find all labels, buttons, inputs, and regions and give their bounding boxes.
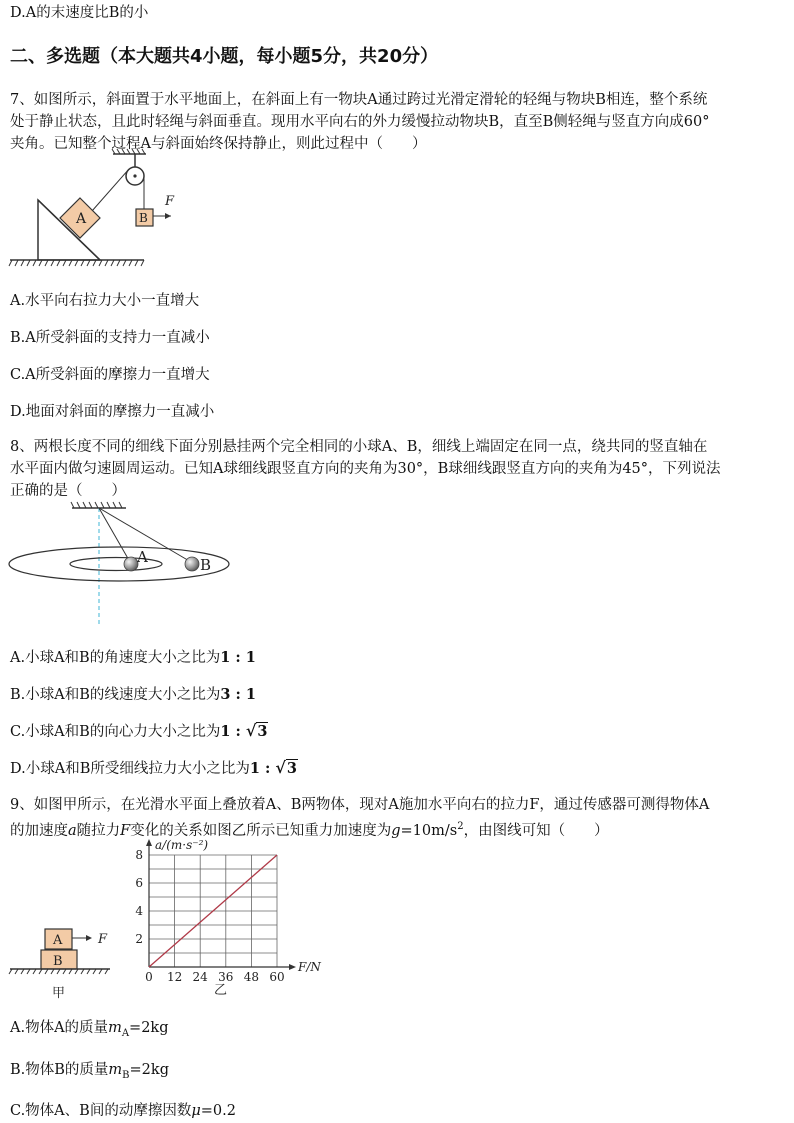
q9-stem-2c: 随拉力 — [76, 822, 121, 839]
prev-option-d: D.A的末速度比B的小 — [10, 5, 149, 21]
q8-option-b-text: B.小球A和B的线速度大小之比为 — [10, 687, 221, 703]
q8-option-d-sqrt-sign: √ — [275, 758, 286, 777]
q8-option-d-text: D.小球A和B所受细线拉力大小之比为 — [10, 761, 250, 777]
q7-label-f: F — [165, 194, 175, 209]
q9-stem-2i: ，由图线可知（ ） — [463, 822, 609, 839]
section-title: 二、多选题（本大题共4小题，每小题5分，共20分） — [10, 46, 439, 67]
q9-option-a-post: =2kg — [129, 1020, 169, 1036]
q8-option-b — [10, 683, 256, 704]
x-tick-12: 12 — [166, 970, 183, 984]
q8-orbit-inner — [70, 558, 162, 571]
x-tick-36: 36 — [218, 970, 234, 984]
q9-label-f: F — [98, 932, 108, 947]
q8-ball-b — [185, 557, 199, 571]
q8-label-a: A — [137, 548, 148, 566]
q9-option-b-var: m — [108, 1062, 123, 1078]
q8-string-a — [99, 508, 130, 562]
q9-chart — [130, 836, 330, 998]
q9-stem-line-1: 9、如图甲所示，在光滑水平面上叠放着A、B两物体，现对A施加水平向右的拉力F，通过传感器可测得物体A — [10, 797, 710, 813]
q8-option-d — [10, 757, 298, 778]
q9-stem-2b: a — [68, 822, 77, 839]
q9-stem-2f: g — [391, 822, 401, 839]
q8-option-a-ratio: 1 : 1 — [220, 649, 256, 666]
q8-figure — [6, 500, 226, 628]
q8-option-d-sqrt-value: 3 — [286, 760, 297, 777]
q9-option-b-pre: B.物体B的质量 — [10, 1062, 109, 1078]
q9-caption-right: 乙 — [214, 983, 228, 998]
q8-option-c-ratio: 1 : — [220, 723, 246, 740]
q9-option-b — [10, 1058, 169, 1081]
q7-option-c: C.A所受斜面的摩擦力一直增大 — [10, 367, 210, 383]
q8-option-d-ratio: 1 : — [249, 760, 276, 777]
x-tick-24: 24 — [192, 970, 208, 984]
q9-option-a — [10, 1016, 169, 1039]
q7-stem-line-3: 夹角。已知整个过程A与斜面始终保持静止，则此过程中（ ） — [10, 136, 427, 152]
q9-option-c-pre: C.物体A、B间的动摩擦因数 — [10, 1103, 192, 1119]
q8-option-c-sqrt-sign: √ — [245, 721, 257, 740]
q9-stem-2h: 2 — [457, 821, 464, 832]
x-tick-48: 48 — [243, 970, 260, 984]
q9-option-a-pre: A.物体A的质量 — [10, 1020, 109, 1036]
x-tick-0: 0 — [145, 970, 153, 984]
q8-stem-line-3: 正确的是（ ） — [10, 483, 126, 499]
q9-stem-2a: 的加速度 — [10, 822, 68, 839]
q7-stem-line-2: 处于静止状态，且此时轻绳与斜面垂直。现用水平向右的外力缓慢拉动物块B，直至B侧轻绳与竖直方向成60° — [10, 114, 710, 130]
q9-caption-left: 甲 — [52, 986, 66, 1001]
q9-figure-left — [8, 920, 120, 1002]
q7-option-b: B.A所受斜面的支持力一直减小 — [10, 330, 210, 346]
q8-stem-line-2: 水平面内做匀速圆周运动。已知A球细线跟竖直方向的夹角为30°，B球细线跟竖直方向的夹角为45°，下列说法 — [10, 461, 721, 477]
q9-option-a-sub: A — [121, 1027, 130, 1039]
y-tick-8: 8 — [135, 848, 143, 862]
y-tick-6: 6 — [135, 876, 143, 890]
q7-figure — [8, 148, 175, 273]
q9-label-a: A — [53, 933, 63, 948]
q9-stem-2d: F — [120, 822, 131, 839]
q7-option-a: A.水平向右拉力大小一直增大 — [10, 293, 200, 309]
chart-xlabel: F/N — [298, 960, 321, 974]
q9-option-c-var: μ — [191, 1103, 201, 1119]
q8-option-c-text: C.小球A和B的向心力大小之比为 — [10, 724, 221, 740]
q9-option-b-post: =2kg — [129, 1062, 169, 1078]
q9-option-b-sub: B — [122, 1069, 130, 1081]
q8-label-b: B — [200, 556, 212, 574]
q7-force-arrowhead — [153, 210, 173, 222]
q7-stem-line-1: 7、如图所示，斜面置于水平地面上，在斜面上有一物块A通过跨过光滑定滑轮的轻绳与物块B相连，整个系统 — [10, 92, 708, 108]
y-axis-arrow — [146, 839, 152, 846]
q8-option-a-text: A.小球A和B的角速度大小之比为 — [10, 650, 221, 666]
q8-stem-line-1: 8、两根长度不同的细线下面分别悬挂两个完全相同的小球A、B，细线上端固定在同一点，绕共同的竖直轴在 — [10, 439, 708, 455]
q9-stem-2e: 变化的关系如图乙所示已知重力加速度为 — [130, 822, 392, 839]
q7-label-a: A — [76, 211, 87, 227]
x-axis-arrow — [289, 964, 296, 970]
q8-option-b-ratio: 3 : 1 — [220, 686, 257, 703]
q9-option-a-var: m — [108, 1020, 122, 1036]
q7-label-b: B — [139, 211, 148, 225]
q9-label-b: B — [53, 954, 63, 969]
q8-option-c-sqrt-value: 3 — [257, 723, 268, 740]
chart-ylabel: a/(m·s⁻²) — [155, 838, 209, 852]
q9-option-c — [10, 1099, 236, 1120]
q8-ball-a — [124, 557, 138, 571]
q8-option-c — [10, 720, 268, 741]
y-tick-4: 4 — [135, 904, 143, 918]
q7-rope-a — [92, 169, 129, 211]
x-tick-60: 60 — [269, 970, 285, 984]
q9-stem-2g: =10m/s — [400, 822, 458, 839]
q9-option-c-post: =0.2 — [200, 1103, 236, 1119]
q7-option-d: D.地面对斜面的摩擦力一直减小 — [10, 404, 215, 420]
y-tick-2: 2 — [135, 932, 143, 946]
q8-option-a — [10, 646, 256, 667]
